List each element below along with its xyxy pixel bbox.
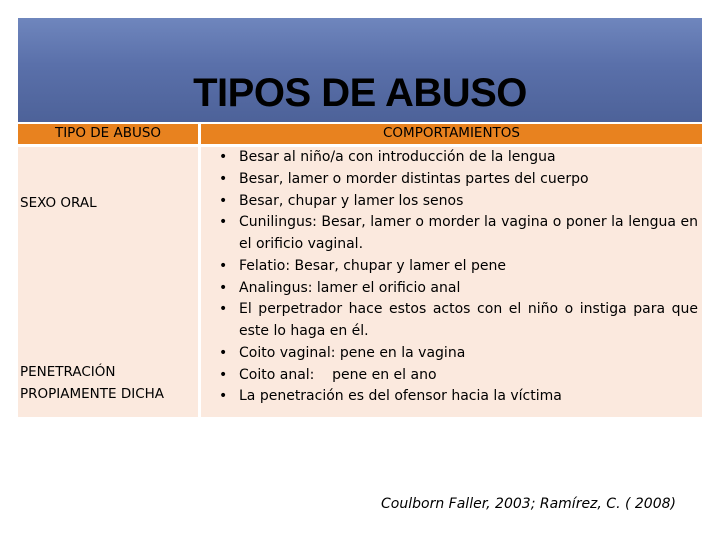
bullet-icon: • — [219, 170, 228, 187]
table-header-row — [18, 124, 702, 144]
list-item: • Analingus: lamer el orificio anal — [201, 278, 698, 300]
list-item: • El perpetrador hace estos actos con el niño o instiga para que este lo haga en él. — [219, 301, 698, 339]
behaviors-list — [201, 147, 698, 408]
bullet-icon: • — [219, 388, 228, 405]
bullet-icon: • — [219, 149, 228, 165]
slide-title: TIPOS DE ABUSO — [193, 71, 527, 115]
list-item: • Coito vaginal: pene en la vagina — [201, 343, 698, 365]
category-column — [18, 147, 198, 417]
category-penetracion: PENETRACIÓN PROPIAMENTE DICHA — [20, 364, 165, 402]
bullet-icon: • — [219, 214, 228, 231]
abuse-types-table — [18, 124, 702, 417]
list-item: • Felatio: Besar, chupar y lamer el pene — [201, 256, 698, 278]
header-tipo-de-abuso: TIPO DE ABUSO — [54, 125, 162, 141]
bullet-icon: • — [219, 192, 228, 209]
list-item: • Besar al niño/a con introducción de la lengua — [201, 147, 698, 169]
bullet-icon: • — [219, 366, 228, 383]
table-body-row — [18, 147, 702, 417]
citation: Coulborn Faller, 2003; Ramírez, C. ( 2008) — [381, 496, 676, 512]
category-sexo-oral: SEXO ORAL — [20, 195, 97, 211]
list-item: • Besar, chupar y lamer los senos — [201, 191, 698, 213]
list-item: • Besar, lamer o morder distintas partes del cuerpo — [201, 169, 698, 191]
bullet-icon: • — [219, 279, 228, 296]
bullet-icon: • — [219, 344, 228, 361]
behaviors-column — [201, 147, 702, 417]
header-comportamientos: COMPORTAMIENTOS — [383, 125, 520, 141]
list-item: • La penetración es del ofensor hacia la víctima — [201, 386, 698, 408]
list-item: • Cunilingus: Besar, lamer o morder la vagina o poner la lengua en el orificio vaginal. — [219, 214, 698, 252]
bullet-icon: • — [219, 301, 228, 318]
bullet-icon: • — [219, 257, 228, 274]
title-banner — [18, 18, 702, 122]
list-item: • Coito anal: pene en el ano — [201, 365, 698, 387]
